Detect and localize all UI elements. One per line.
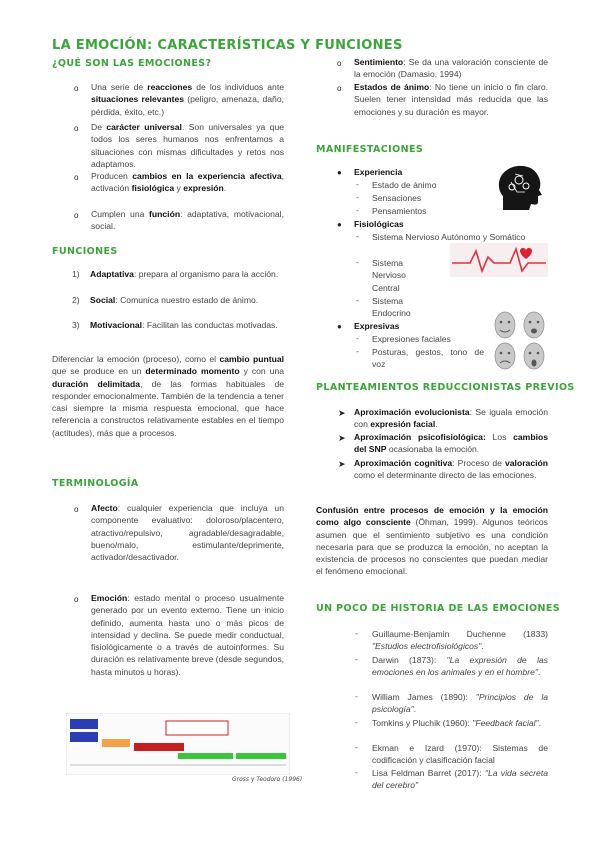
section-terminology-heading: TERMINOLOGÍA [52,478,139,489]
reduction-item-3: Aproximación cognitiva: Proceso de valoración como el determinante directo de las emociones. [354,458,548,481]
timeline-bar [102,739,130,747]
function-item-3: Motivacional: Facilitan las conductas motivadas. [90,320,278,330]
timeline-bar [178,753,233,759]
function-number: 1) [72,269,80,279]
bullet-marker: o [337,59,342,68]
section-reduction-heading: PLANTEAMIENTOS REDUCCIONISTAS PREVIOS [316,382,575,393]
timeline-bar [236,753,286,759]
arrow-marker: ➤ [338,433,346,443]
history-item-2: Darwin (1873): "La expresión de las emociones en los animales y en el hombre". [372,655,548,678]
dash-marker: - [356,257,359,267]
bullet-marker: o [74,211,79,220]
reduction-item-1: Aproximación evolucionista: Se iguala emoción con expresión facial. [354,407,548,430]
diff-paragraph: Diferenciar la emoción (proceso), como el cambio puntual que se produce en un determinado momento y con una duración delimitada, de las formas habituales de responder emocionalmente. También de la tendencia a tener casi siempre la misma respuesta emocional, que hace referencia a constructos relativamente estables en el tiempo (actitudes), más que a procesos. [52,354,285,438]
heartbeat-icon [450,243,548,277]
function-number: 2) [72,295,80,305]
dash-marker: - [355,767,358,777]
manifest-sub: Pensamientos [372,206,427,216]
dash-marker: - [355,654,358,664]
manifest-sub: Sistema Nervioso Autónomo y Somático [372,232,526,242]
bullet-marker: o [74,595,79,604]
figure-credit: Gross y Teodoro (1996) [232,776,303,783]
what-item-2: De carácter universal. Son universales ya que todos los seres humanos nos enfrentamos a situaciones con mismas dificultades y retos nos adaptamos. [91,122,284,169]
history-item-3: William James (1890): "Principios de la psicología". [372,692,549,715]
section-manifest-heading: MANIFESTACIONES [316,144,424,155]
arrow-marker: ➤ [338,459,346,469]
dash-marker: - [356,179,359,189]
arrow-marker: ➤ [338,408,346,418]
manifest-expressive: Expresivas [354,321,400,331]
dash-marker: - [356,192,359,202]
dash-marker: - [355,691,358,701]
reduction-item-2: Aproximación psicofisiológica: Los cambios del SNP ocasionaba la emoción. [354,432,548,455]
timeline-bar [70,719,98,729]
dash-marker: - [356,295,359,305]
function-item-1: Adaptativa: prepara al organismo para la acción. [90,269,279,279]
bullet-marker: ● [337,168,342,177]
manifest-sub: Sistema Nervioso Central [372,258,406,293]
bullet-marker: ● [337,220,342,229]
what-item-4: Cumplen una función: adaptativa, motivacional, social. [91,209,284,232]
page-title: LA EMOCIÓN: CARACTERÍSTICAS Y FUNCIONES [52,38,403,53]
manifest-sub: Posturas, gestos, tono de voz [372,347,484,370]
history-item-1: Guillaume-Benjamin Duchenne (1833) "Estudios electrofisiológicos". [372,629,548,652]
facial-expressions-icon [492,310,548,372]
manifest-sub: Sistema Endocrino [372,296,411,319]
timeline-bar [166,721,228,735]
section-history-heading: UN POCO DE HISTORIA DE LAS EMOCIONES [316,603,560,614]
term-emotion: Emoción: estado mental o proceso usualmente generado por un evento externo. Tiene un inicio definido, aumenta hasta uno o más picos de intensidad y declina. Se puede medir conductual, fisiológicamente o a través de autoinformes. Su duración es relativamente breve (desde segundos, hasta minutos u horas). [91,593,284,677]
function-item-2: Social: Comunica nuestro estado de ánimo. [90,295,259,305]
manifest-sub: Estado de ánimo [372,180,437,190]
section-what-heading: ¿QUÉ SON LAS EMOCIONES? [52,58,212,69]
term-mood: Estados de ánimo: No tiene un inicio o fin claro. Suelen tener intensidad más reducida que las emociones y su duración es mayor. [354,82,549,117]
history-item-5: Ekman e Izard (1970): Sistemas de codificación y clasificación facial [372,743,548,766]
history-item-4: Tomkins y Pluchik (1960): "Feedback facial". [372,718,541,728]
what-item-1: Una serie de reacciones de los individuos ante situaciones relevantes (peligro, amenaza, daño, pérdida, éxito, etc.) [91,82,284,117]
bullet-marker: o [74,505,79,514]
manifest-sub: Sensaciones [372,193,422,203]
duration-timeline-figure [66,713,290,775]
dash-marker: - [356,346,359,356]
manifest-physiological: Fisiológicas [354,219,404,229]
section-functions-heading: FUNCIONES [52,246,118,257]
dash-marker: - [355,742,358,752]
what-item-3: Producen cambios en la experiencia afectiva, activación fisiológica y expresión. [91,171,284,194]
dash-marker: - [356,333,359,343]
confusion-paragraph: Confusión entre procesos de emoción y la emoción como algo consciente (Öhman, 1999). Algunos teóricos asumen que el sentimiento subjetivo es una condición necesaria para que se produzca la emoción, no aceptan la existencia de procesos no conscientes que puedan mediar el fenómeno emocional. [316,505,548,577]
dash-marker: - [355,628,358,638]
timeline-bar [70,732,98,742]
dash-marker: - [355,717,358,727]
bullet-marker: o [74,173,79,182]
manifest-experience: Experiencia [354,167,403,177]
term-affect: Afecto: cualquier experiencia que incluya un componente evaluativo: doloroso/placentero, atractivo/repulsivo, agradable/desagradable, bueno/malo, estimulante/deprimente, activador/desactivador. [91,503,284,563]
dash-marker: - [356,231,359,241]
bullet-marker: o [74,84,79,93]
head-brain-icon [493,162,545,214]
history-item-6: Lisa Feldman Barret (2017): "La vida secreta del cerebro" [372,768,548,791]
dash-marker: - [356,205,359,215]
bullet-marker: ● [337,322,342,331]
bullet-marker: o [337,84,342,93]
function-number: 3) [72,320,80,330]
bullet-marker: o [74,124,79,133]
manifest-sub: Expresiones faciales [372,334,451,344]
timeline-bar [134,743,184,751]
term-sentiment: Sentimiento: Se da una valoración consciente de la emoción (Damasio, 1994) [354,57,548,80]
